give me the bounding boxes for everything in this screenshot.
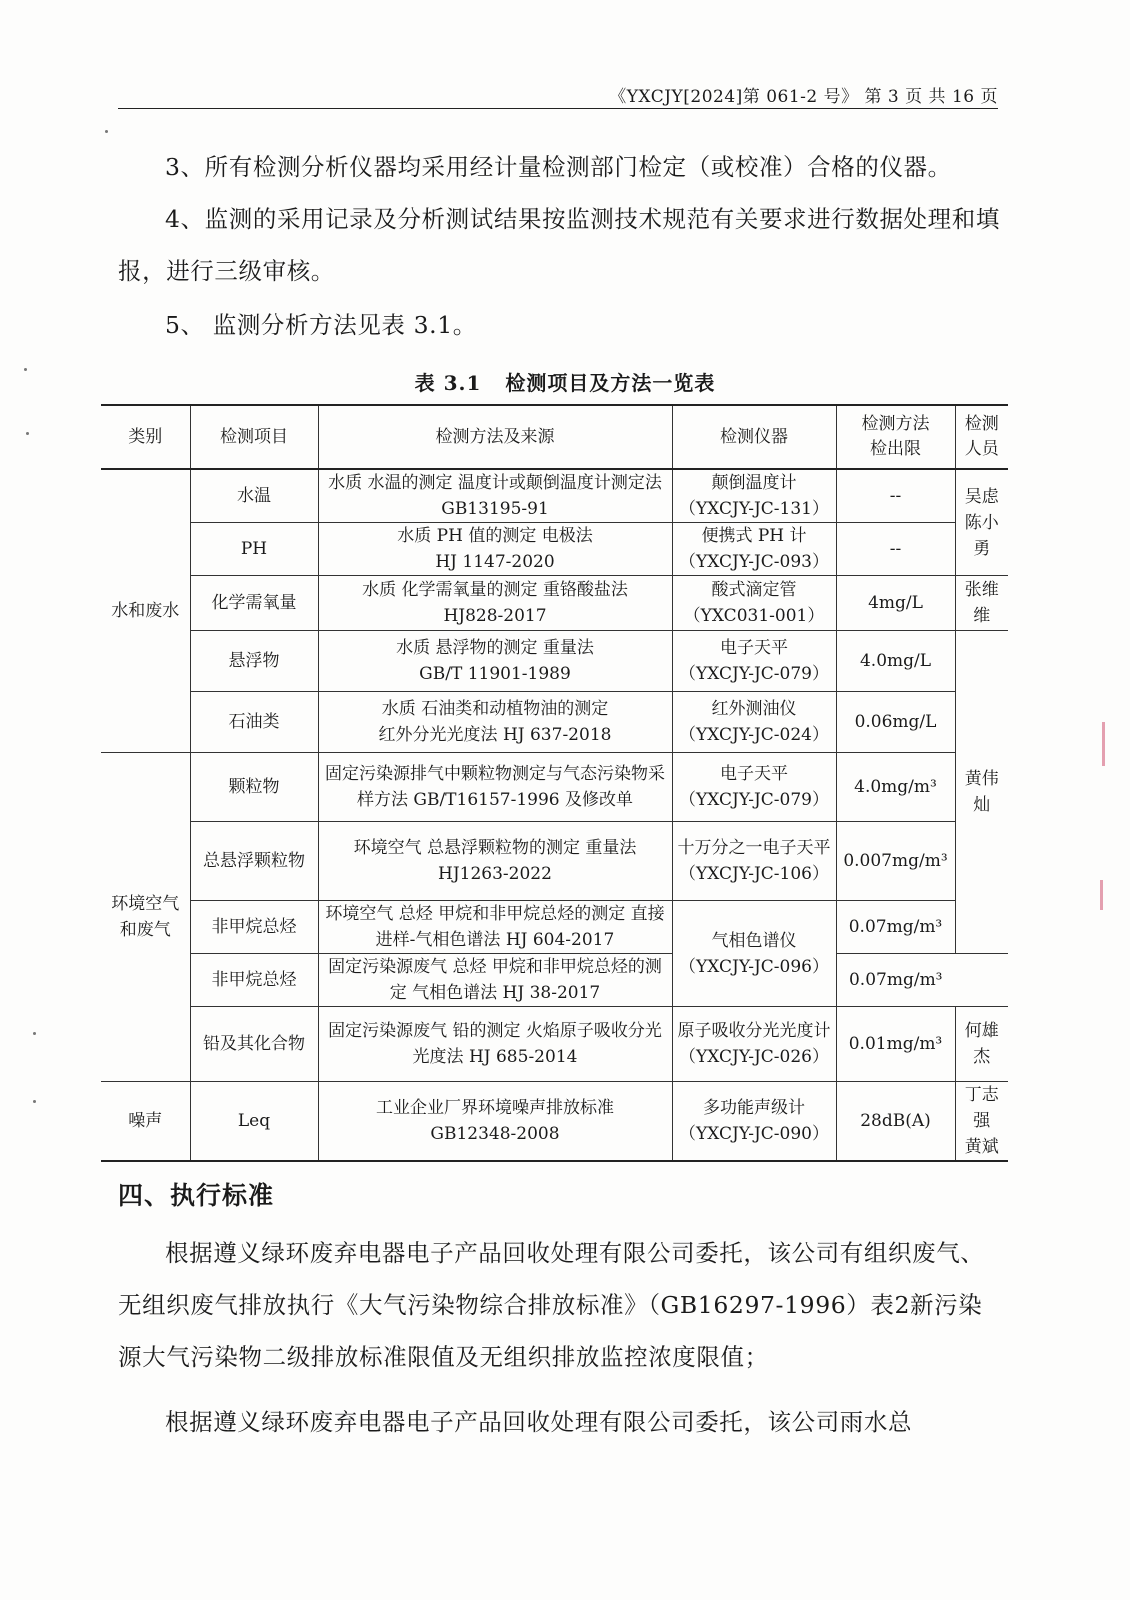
item-cell: 悬浮物 [190, 631, 318, 692]
table-row [101, 1082, 1008, 1162]
method-cell: 水质 水温的测定 温度计或颠倒温度计测定法 GB13195-91 [318, 469, 672, 523]
margin-ink-mark [1102, 722, 1105, 766]
table-row [101, 822, 1008, 901]
method-table [101, 404, 1008, 1162]
table-row [101, 576, 1008, 631]
method-cell: 环境空气 总悬浮颗粒物的测定 重量法 HJ1263-2022 [318, 822, 672, 901]
limit-cell: 4mg/L [836, 576, 955, 631]
method-cell: 水质 悬浮物的测定 重量法 GB/T 11901-1989 [318, 631, 672, 692]
section-title: 四、执行标准 [118, 1181, 275, 1210]
table-row [101, 523, 1008, 576]
method-cell: 工业企业厂界环境噪声排放标准 GB12348-2008 [318, 1082, 672, 1162]
table-row [101, 469, 1008, 523]
header-item: 检测项目 [190, 405, 318, 469]
limit-cell: 0.06mg/L [836, 692, 955, 753]
limit-cell: 4.0mg/L [836, 631, 955, 692]
item-cell: 总悬浮颗粒物 [190, 822, 318, 901]
instrument-cell: 便携式 PH 计 （YXCJY-JC-093） [672, 523, 836, 576]
method-cell: 固定污染源废气 铅的测定 火焰原子吸收分光光度法 HJ 685-2014 [318, 1007, 672, 1082]
scan-speck [33, 1100, 36, 1103]
paragraph-3: 3、所有检测分析仪器均采用经计量检测部门检定（或校准）合格的仪器。 [165, 153, 952, 181]
item-cell: 水温 [190, 469, 318, 523]
item-cell: 石油类 [190, 692, 318, 753]
header-category: 类别 [101, 405, 190, 469]
item-cell: 非甲烷总烃 [190, 954, 318, 1007]
category-cell: 环境空气 和废气 [101, 753, 190, 1082]
limit-cell: 0.07mg/m³ [836, 954, 955, 1007]
table-row [101, 753, 1008, 822]
instrument-cell: 气相色谱仪 （YXCJY-JC-096） [672, 901, 836, 1007]
limit-cell: -- [836, 523, 955, 576]
table-header-row [101, 405, 1008, 469]
item-cell: 铅及其化合物 [190, 1007, 318, 1082]
limit-cell: 0.01mg/m³ [836, 1007, 955, 1082]
section-paragraph-1: 根据遵义绿环废弃电器电子产品回收处理有限公司委托，该公司有组织废气、无组织废气排放执行《大气污染物综合排放标准》（GB16297-1996）表2新污染源大气污染物二级排放标准限值及无组织排放监控浓度限值； [118, 1239, 985, 1371]
table-row [101, 901, 1008, 954]
paragraph-5: 5、 监测分析方法见表 3.1。 [165, 311, 477, 339]
table-caption: 表 3.1 检测项目及方法一览表 [414, 371, 716, 395]
header-instrument: 检测仪器 [672, 405, 836, 469]
method-cell: 环境空气 总烃 甲烷和非甲烷总烃的测定 直接进样-气相色谱法 HJ 604-2017 [318, 901, 672, 954]
category-cell: 噪声 [101, 1082, 190, 1162]
paragraph-4: 4、监测的采用记录及分析测试结果按监测技术规范有关要求进行数据处理和填报，进行三级审核。 [118, 205, 1000, 285]
limit-cell: 0.007mg/m³ [836, 822, 955, 901]
item-cell: PH [190, 523, 318, 576]
method-cell: 水质 化学需氧量的测定 重铬酸盐法 HJ828-2017 [318, 576, 672, 631]
instrument-cell: 多功能声级计 （YXCJY-JC-090） [672, 1082, 836, 1162]
table-row [101, 1007, 1008, 1082]
personnel-cell: 张维维 [955, 576, 1008, 631]
limit-cell: 0.07mg/m³ [836, 901, 955, 954]
item-cell: Leq [190, 1082, 318, 1162]
header-limit: 检测方法 检出限 [836, 405, 955, 469]
method-cell: 固定污染源排气中颗粒物测定与气态污染物采样方法 GB/T16157-1996 及修改单 [318, 753, 672, 822]
category-cell: 水和废水 [101, 469, 190, 753]
margin-ink-mark [1100, 880, 1103, 910]
scan-speck [26, 432, 29, 435]
header-personnel: 检测 人员 [955, 405, 1008, 469]
table-row [101, 631, 1008, 692]
limit-cell: -- [836, 469, 955, 523]
instrument-cell: 电子天平 （YXCJY-JC-079） [672, 631, 836, 692]
instrument-cell: 颠倒温度计 （YXCJY-JC-131） [672, 469, 836, 523]
method-cell: 固定污染源废气 总烃 甲烷和非甲烷总烃的测定 气相色谱法 HJ 38-2017 [318, 954, 672, 1007]
page-header: 《YXCJY[2024]第 061-2 号》 第 3 页 共 16 页 [609, 87, 998, 107]
table-row [101, 954, 1008, 1007]
instrument-cell: 电子天平 （YXCJY-JC-079） [672, 753, 836, 822]
header-rule [118, 108, 998, 109]
personnel-cell: 何雄杰 [955, 1007, 1008, 1082]
personnel-cell: 吴虑 陈小勇 [955, 469, 1008, 576]
header-method: 检测方法及来源 [318, 405, 672, 469]
scan-speck [105, 130, 108, 133]
method-cell: 水质 PH 值的测定 电极法 HJ 1147-2020 [318, 523, 672, 576]
limit-cell: 4.0mg/m³ [836, 753, 955, 822]
personnel-cell: 丁志强 黄斌 [955, 1082, 1008, 1162]
section-paragraph-2: 根据遵义绿环废弃电器电子产品回收处理有限公司委托，该公司雨水总 [165, 1408, 913, 1436]
instrument-cell: 酸式滴定管 （YXC031-001） [672, 576, 836, 631]
table-row [101, 692, 1008, 753]
instrument-cell: 十万分之一电子天平 （YXCJY-JC-106） [672, 822, 836, 901]
item-cell: 非甲烷总烃 [190, 901, 318, 954]
instrument-cell: 原子吸收分光光度计 （YXCJY-JC-026） [672, 1007, 836, 1082]
scan-speck [33, 1032, 36, 1035]
instrument-cell: 红外测油仪 （YXCJY-JC-024） [672, 692, 836, 753]
limit-cell: 28dB(A) [836, 1082, 955, 1162]
item-cell: 颗粒物 [190, 753, 318, 822]
personnel-cell: 黄伟灿 [955, 631, 1008, 954]
item-cell: 化学需氧量 [190, 576, 318, 631]
method-cell: 水质 石油类和动植物油的测定 红外分光光度法 HJ 637-2018 [318, 692, 672, 753]
